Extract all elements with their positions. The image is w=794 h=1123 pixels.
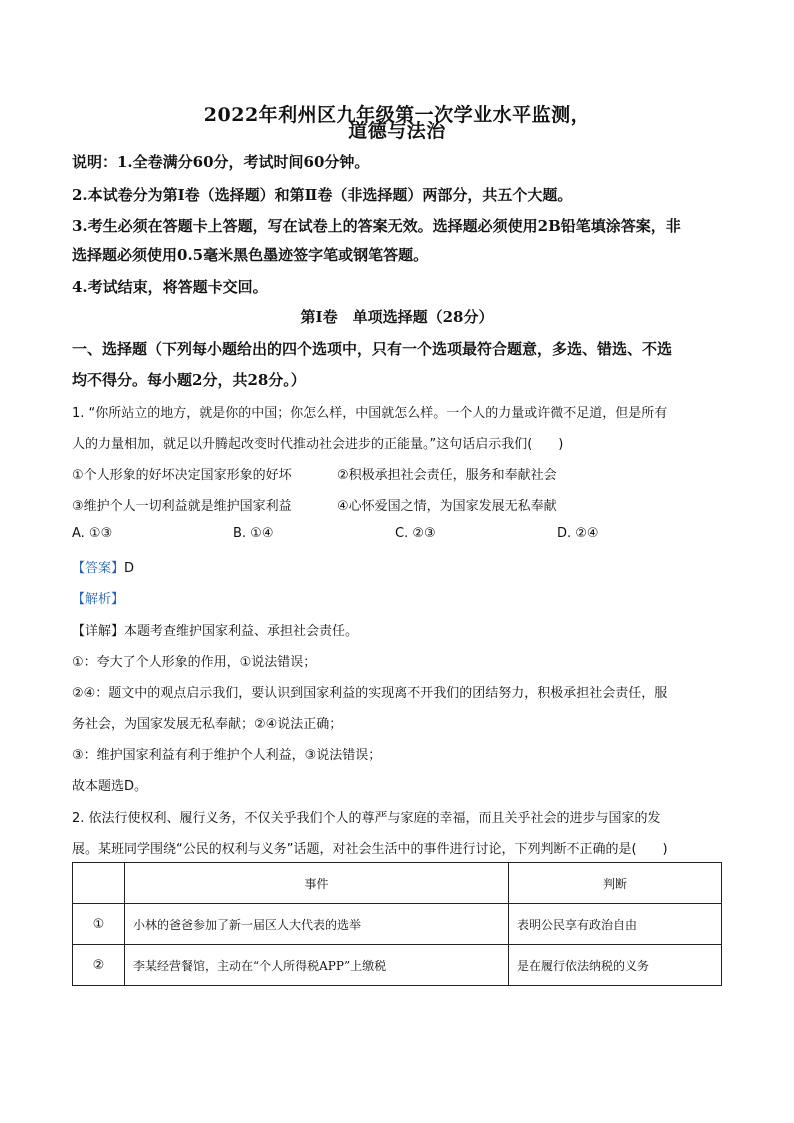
detail-text: 本题考查维护国家利益、承担社会责任。 <box>124 624 359 639</box>
instruction-line: 说明：1.全卷满分60分，考试时间60分钟。 <box>72 153 370 171</box>
option-a: A. ①③ <box>72 526 113 541</box>
row-judgement: 是在履行依法纳税的义务 <box>509 945 722 986</box>
row-event: 李某经营餐馆，主动在“个人所得税APP”上缴税 <box>125 945 509 986</box>
table-header-event: 事件 <box>125 863 509 904</box>
table-row <box>73 904 722 945</box>
row-event: 小林的爸爸参加了新一届区人大代表的选举 <box>125 904 509 945</box>
table-row <box>73 945 722 986</box>
option-b: B. ①④ <box>233 526 274 541</box>
analysis-line: ③：维护国家利益有利于维护个人利益，③说法错误； <box>72 748 382 763</box>
detail-tag: 【详解】 <box>72 624 125 639</box>
instruction-line: 2.本试卷分为第Ⅰ卷（选择题）和第Ⅱ卷（非选择题）两部分，共五个大题。 <box>72 186 573 204</box>
statement-3: ③维护个人一切利益就是维护国家利益 <box>72 499 292 514</box>
answer-tag: 【答案】 <box>72 561 125 576</box>
statement-4: ④心怀爱国之情，为国家发展无私奉献 <box>337 499 557 514</box>
analysis-tag-line <box>72 588 124 607</box>
option-c: C. ②③ <box>395 526 436 541</box>
analysis-line: ②④：题文中的观点启示我们，要认识到国家利益的实现离不开我们的团结努力，积极承担社会责任，服 <box>72 686 668 701</box>
analysis-tag: 【解析】 <box>72 592 125 607</box>
detail-line <box>72 620 358 639</box>
question-1-stem: 人的力量相加，就足以升腾起改变时代推动社会进步的正能量。”这句话启示我们( ) <box>72 437 564 452</box>
exam-subject-title: 道德与法治 <box>348 120 446 142</box>
row-judgement: 表明公民享有政治自由 <box>509 904 722 945</box>
table-header-judgement: 判断 <box>509 863 722 904</box>
table-header-row <box>73 863 722 904</box>
question-1-stem: 1. “你所站立的地方，就是你的中国；你怎么样，中国就怎么样。一个人的力量或许微不足道，但是所有 <box>72 406 668 421</box>
row-number: ① <box>73 904 125 945</box>
instruction-line: 4.考试结束，将答题卡交回。 <box>72 278 268 296</box>
analysis-line: 务社会，为国家发展无私奉献；②④说法正确； <box>72 717 343 732</box>
answer-line <box>72 557 134 576</box>
question-2-stem: 2. 依法行使权利、履行义务，不仅关乎我们个人的尊严与家庭的幸福，而且关乎社会的进步与国家的发 <box>72 811 661 826</box>
statement-2: ②积极承担社会责任，服务和奉献社会 <box>337 468 557 483</box>
question-2-stem: 展。某班同学围绕“公民的权利与义务”话题，对社会生活中的事件进行讨论，下列判断不正确的是( ) <box>72 842 668 857</box>
section-heading: 一、选择题（下列每小题给出的四个选项中，只有一个选项最符合题意，多选、错选、不选 <box>72 340 673 358</box>
answer-value: D <box>124 561 135 576</box>
instruction-line: 3.考生必须在答题卡上答题，写在试卷上的答案无效。选择题必须使用2B铅笔填涂答案，非 <box>72 217 681 235</box>
row-number: ② <box>73 945 125 986</box>
section-title: 第Ⅰ卷 单项选择题（28分） <box>300 308 494 326</box>
event-table <box>72 862 722 986</box>
analysis-line: 故本题选D。 <box>72 779 148 794</box>
statement-1: ①个人形象的好坏决定国家形象的好坏 <box>72 468 292 483</box>
option-d: D. ②④ <box>557 526 599 541</box>
table-header-no <box>73 863 125 904</box>
analysis-line: ①：夸大了个人形象的作用，①说法错误； <box>72 655 317 670</box>
section-heading: 均不得分。每小题2分，共28分。） <box>72 371 306 389</box>
instruction-line: 选择题必须使用0.5毫米黑色墨迹签字笔或钢笔答题。 <box>72 246 429 264</box>
exam-title: 2022年利州区九年级第一次学业水平监测， <box>203 104 591 126</box>
